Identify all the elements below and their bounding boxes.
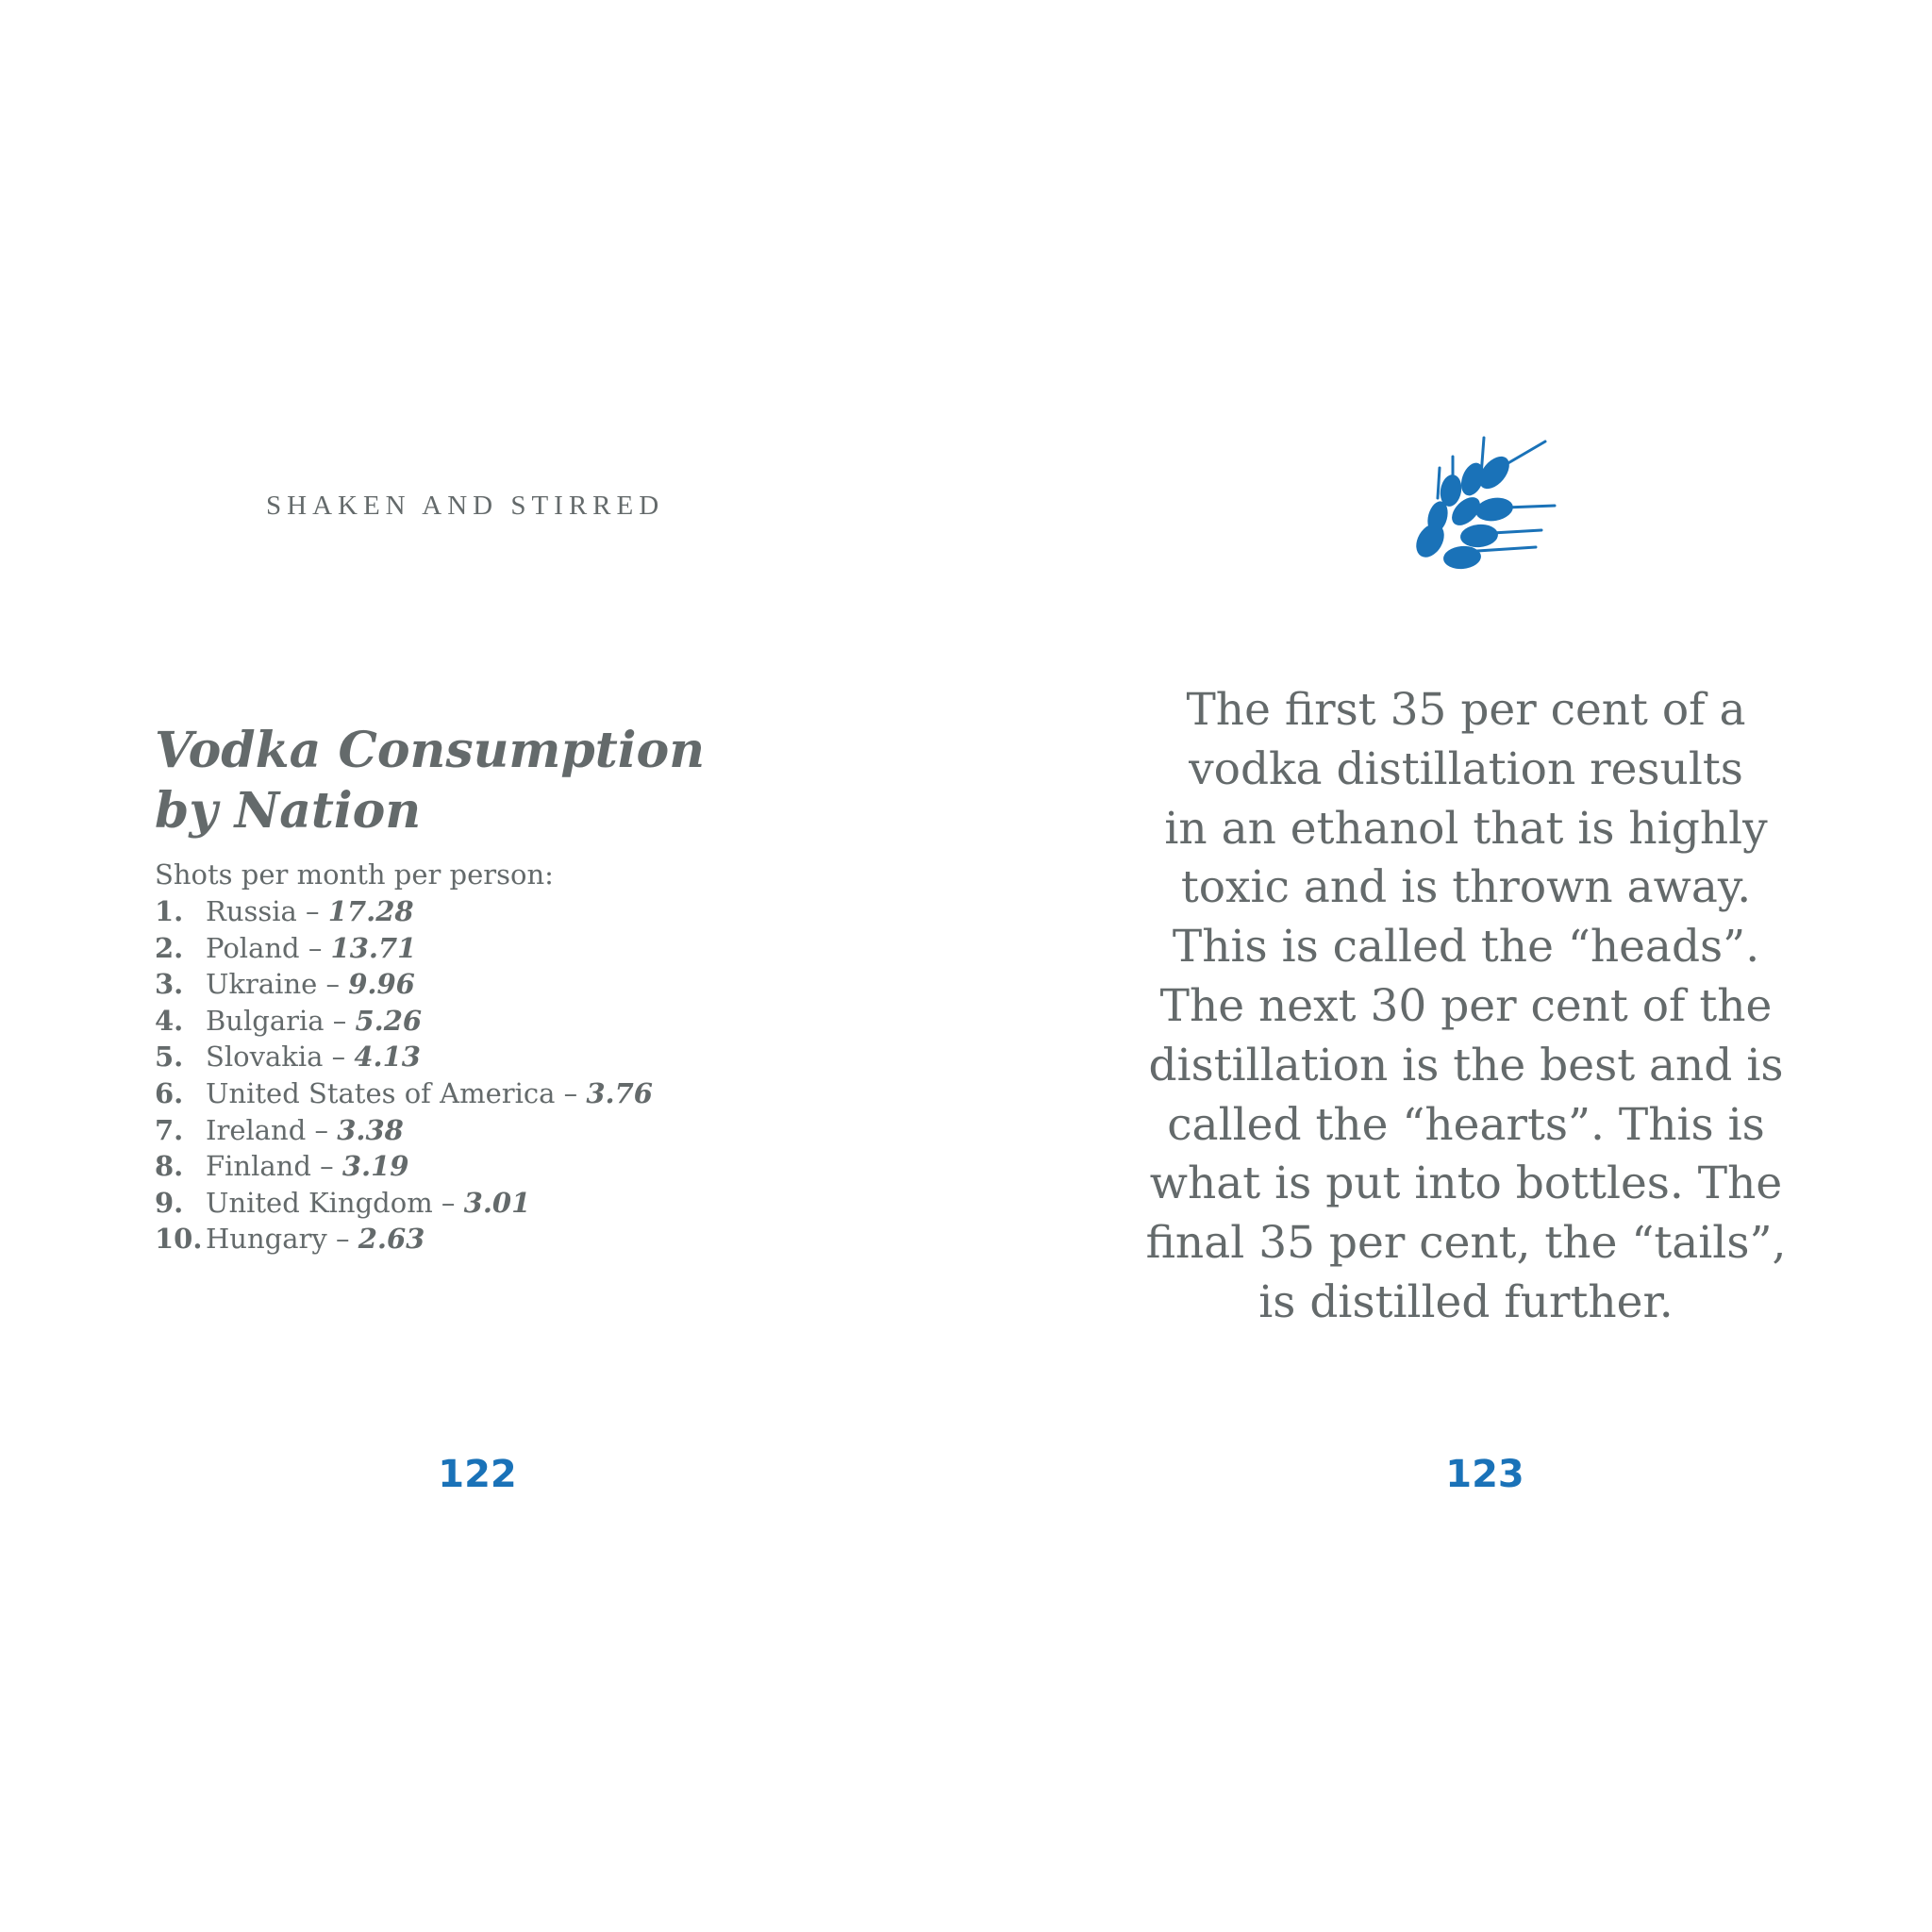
fact-line: The first 35 per cent of a: [1186, 684, 1746, 736]
fact-line: is distilled further.: [1258, 1275, 1674, 1328]
page-number: 122: [438, 1453, 517, 1496]
rank-number: 10.: [155, 1223, 203, 1256]
rank-number: 5.: [155, 1041, 184, 1074]
fact-line: distillation is the best and is: [1148, 1039, 1784, 1091]
consumption-value: 3.19: [341, 1150, 409, 1183]
country-name: Ukraine: [206, 968, 318, 1001]
ranking-item: [155, 1221, 653, 1257]
consumption-value: 3.38: [337, 1113, 404, 1146]
ranking-item: [155, 1148, 653, 1185]
consumption-value: 5.26: [355, 1004, 423, 1037]
ranking-intro: Shots per month per person:: [155, 858, 554, 891]
right-page: [966, 0, 1932, 1932]
country-name: Russia: [206, 895, 297, 927]
consumption-value: 2.63: [358, 1223, 425, 1256]
fact-line: called the “hearts”. This is: [1167, 1098, 1765, 1151]
fact-line: vodka distillation results: [1189, 742, 1743, 795]
ranking-item: [155, 893, 653, 930]
rank-number: 6.: [155, 1076, 184, 1109]
ranking-item: [155, 966, 653, 1003]
separator: –: [310, 1150, 342, 1183]
rank-number: 2.: [155, 931, 184, 964]
fact-line: what is put into bottles. The: [1149, 1158, 1783, 1210]
separator: –: [299, 931, 331, 964]
rank-number: 4.: [155, 1004, 184, 1037]
consumption-value: 9.96: [348, 968, 415, 1001]
wheat-icon: [1389, 430, 1558, 581]
country-name: Hungary: [206, 1223, 327, 1256]
rank-number: 1.: [155, 895, 184, 927]
separator: –: [326, 1223, 358, 1256]
page-number: 123: [1445, 1453, 1524, 1496]
ranking-item: [155, 1075, 653, 1112]
ranking-item: [155, 1112, 653, 1149]
rank-number: 3.: [155, 968, 184, 1001]
distillation-fact: [1126, 681, 1806, 1333]
running-head: SHAKEN AND STIRRED: [266, 491, 665, 521]
rank-number: 7.: [155, 1113, 184, 1146]
fact-line: final 35 per cent, the “tails”,: [1145, 1217, 1787, 1270]
rank-number: 8.: [155, 1150, 184, 1183]
country-name: United States of America: [206, 1076, 556, 1109]
consumption-value: 4.13: [354, 1041, 421, 1074]
country-name: United Kingdom: [206, 1186, 433, 1219]
fact-line: in an ethanol that is highly: [1164, 802, 1768, 855]
separator: –: [432, 1186, 464, 1219]
fact-line: This is called the “heads”.: [1172, 921, 1760, 974]
fact-line: The next 30 per cent of the: [1159, 979, 1773, 1032]
country-name: Slovakia: [206, 1041, 324, 1074]
separator: –: [306, 1113, 338, 1146]
fact-line: toxic and is thrown away.: [1180, 861, 1752, 914]
page-title-line-2: by Nation: [155, 782, 422, 840]
country-name: Bulgaria: [206, 1004, 325, 1037]
separator: –: [296, 895, 328, 927]
country-name: Ireland: [206, 1113, 307, 1146]
consumption-value: 3.76: [586, 1076, 653, 1109]
separator: –: [555, 1076, 587, 1109]
ranking-item: [155, 1003, 653, 1040]
page-title: [155, 721, 740, 841]
country-name: Finland: [206, 1150, 311, 1183]
ranking-item: [155, 1039, 653, 1075]
consumption-value: 13.71: [330, 931, 417, 964]
consumption-value: 17.28: [327, 895, 414, 927]
ranking-list: [155, 893, 653, 1257]
country-name: Poland: [206, 931, 300, 964]
ranking-item: [155, 930, 653, 967]
consumption-value: 3.01: [463, 1186, 531, 1219]
separator: –: [317, 968, 349, 1001]
separator: –: [323, 1041, 355, 1074]
rank-number: 9.: [155, 1186, 184, 1219]
page-title-line-1: Vodka Consumption: [155, 722, 706, 779]
ranking-item: [155, 1185, 653, 1222]
separator: –: [324, 1004, 356, 1037]
